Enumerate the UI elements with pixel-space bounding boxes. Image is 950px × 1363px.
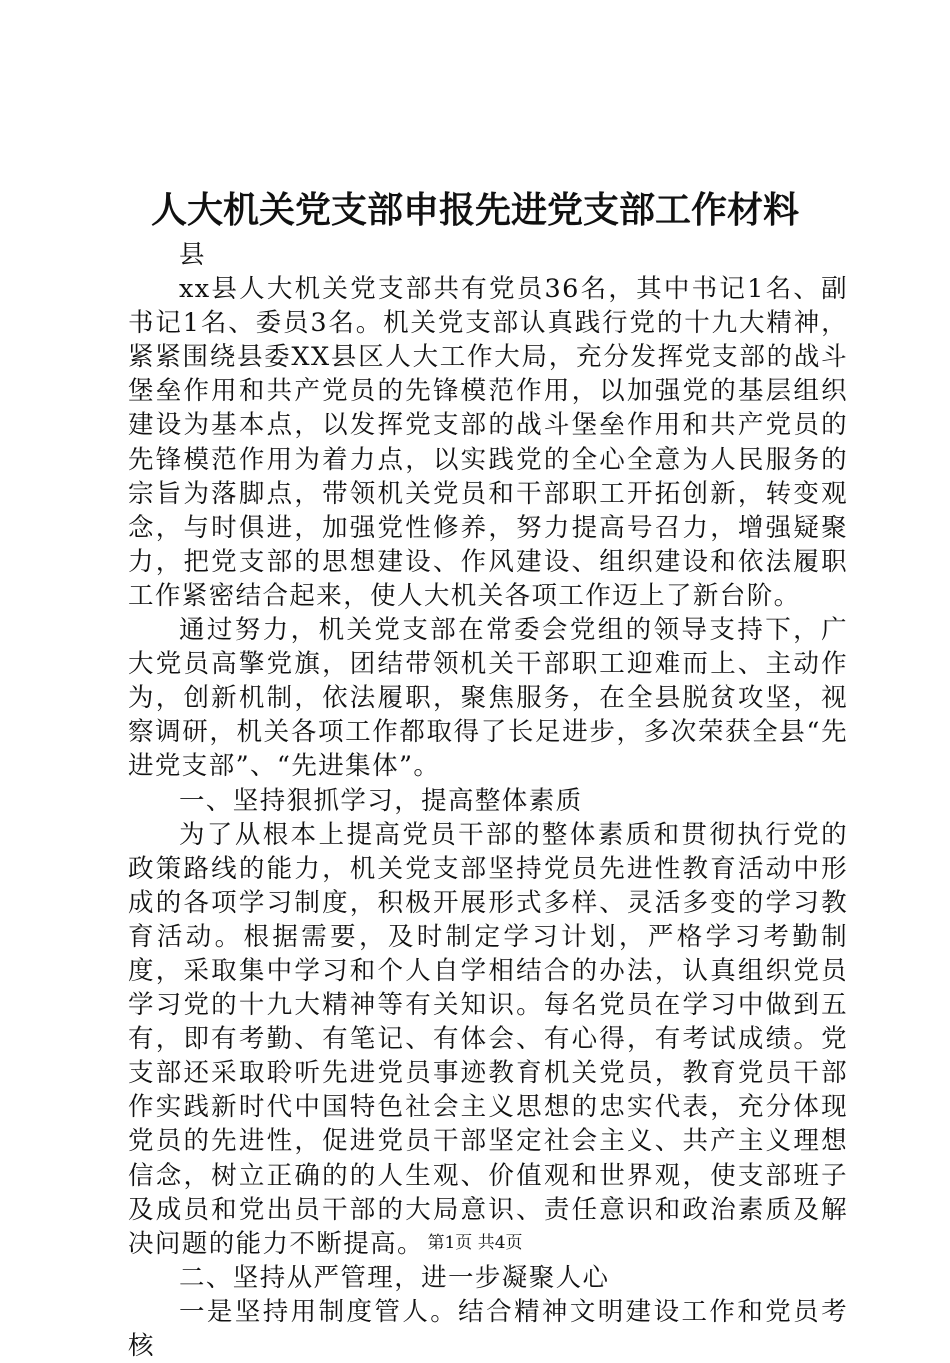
section-heading-2: 二、坚持从严管理，进一步凝聚人心 xyxy=(179,1262,610,1293)
document-body xyxy=(128,238,848,1363)
paragraph-intro: xx县人大机关党支部共有党员36名，其中书记1名、副书记1名、委员3名。机关党支部认真践行党的十九大精神，紧紧围绕县委XX县区人大工作大局，充分发挥党支部的战斗堡垒作用和共产党员的先锋模范作用，以加强党的基层组织建设为基本点，以发挥党支部的战斗堡垒作用和共产党员的先锋模范作用为着力点，以实践党的全心全意为人民服务的宗旨为落脚点，带领机关党员和干部职工开拓创新，转变观念，与时俱进，加强党性修养，努力提高号召力，增强疑聚力，把党支部的思想建设、作风建设、组织建设和依法履职工作紧密结合起来，使人大机关各项工作迈上了新台阶。 xyxy=(128,274,848,611)
document-title: 人大机关党支部申报先进党支部工作材料 xyxy=(150,189,799,231)
paragraph-county: 县 xyxy=(179,240,206,270)
paragraph-study: 为了从根本上提高党员干部的整体素质和贯彻执行党的政策路线的能力，机关党支部坚持党员先进性教育活动中形成的各项学习制度，积极开展形式多样、灵活多变的学习教育活动。根据需要，及时制定学习计划，严格学习考勤制度，采取集中学习和个人自学相结合的办法，认真组织党员学习党的十九大精神等有关知识。每名党员在学习中做到五有，即有考勤、有笔记、有体会、有心得，有考试成绩。党支部还采取聆听先进党员事迹教育机关党员，教育党员干部作实践新时代中国特色社会主义思想的忠实代表，充分体现党员的先进性，促进党员干部坚定社会主义、共产主义理想信念，树立正确的的人生观、价值观和世界观，使支部班子及成员和党出员干部的大局意识、责任意识和政治素质及解决问题的能力不断提高。 xyxy=(128,819,848,1259)
page-footer: 第1页 共4页 xyxy=(427,1233,523,1253)
paragraph-achievements: 通过努力，机关党支部在常委会党组的领导支持下，广大党员高擎党旗，团结带领机关干部职工迎难而上、主动作为，创新机制，依法履职，聚焦服务，在全县脱贫攻坚，视察调研，机关各项工作都取得了长足进步，多次荣获全县“先进党支部”、“先进集体”。 xyxy=(128,615,848,782)
section-heading-1: 一、坚持狠抓学习，提高整体素质 xyxy=(179,785,583,816)
paragraph-management: 一是坚持用制度管人。结合精神文明建设工作和党员考核 xyxy=(128,1296,848,1361)
